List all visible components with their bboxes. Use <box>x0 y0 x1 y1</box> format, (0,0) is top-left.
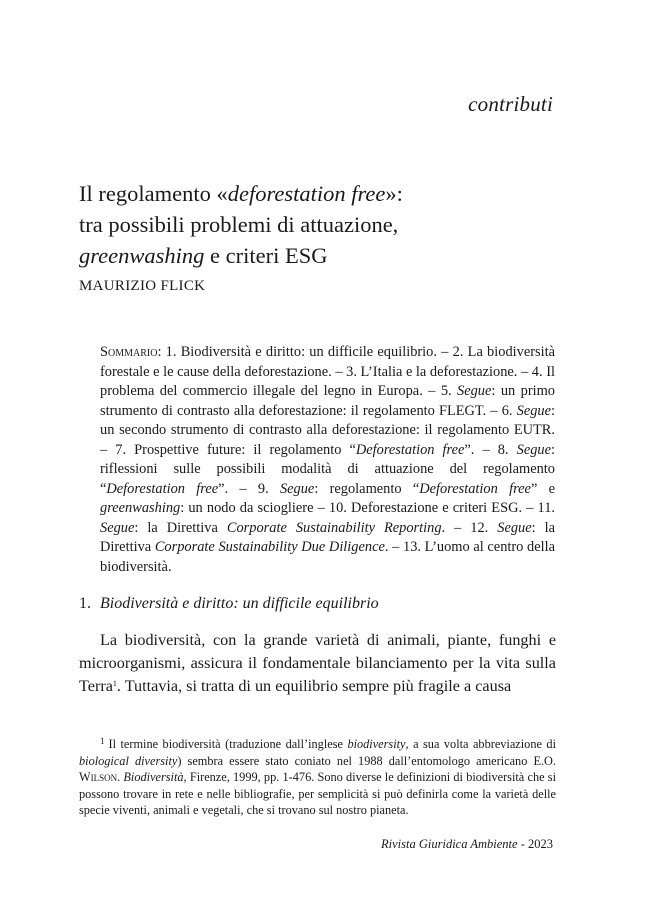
summary-label: Sommario <box>100 344 158 360</box>
title-line-1: Il regolamento «deforestation free»: <box>79 181 403 206</box>
section-title: Biodiversità e diritto: un difficile equilibrio <box>100 595 379 612</box>
body-paragraph: La biodiversità, con la grande varietà di animali, piante, funghi e microorganismi, assicura il fondamentale bilanciamento per la vita sulla Terra$^1$. Tuttavia, si tratta di un equilibrio sempre più fragile a causa <box>79 631 556 695</box>
section-label: contributi <box>468 92 553 116</box>
journal-name: Rivista Giuridica Ambiente <box>381 837 518 851</box>
footnote-reference[interactable]: 1 <box>112 679 117 688</box>
summary-text: Sommario: 1. Biodiversità e diritto: un difficile equilibrio. – 2. La biodiversità forestale e le cause della deforestazione. – 3. L’Italia e la deforestazione. – 4. Il problema del commercio illegale del legno in Europa. – 5. Segue: un primo strumento di contrasto alla deforestazione: il regolamento FLEGT. – 6. Segue: un secondo strumento di contrasto alla deforestazione: il regolamento EUTR. – 7. Prospettive future: il regolamento “Deforestation free”. – 8. Segue: riflessioni sulle possibili modalità di attuazione del regolamento “Deforestation free”. – 9. Segue: regolamento “Deforestation free” e greenwashing: un nodo da sciogliere – 10. Deforestazione e criteri ESG. – 11. Segue: la Direttiva Corporate Sustainability Reporting. – 12. Segue: la Direttiva Corporate Sustainability Due Diligence. – 13. L’uomo al centro della biodiversità. <box>100 344 556 575</box>
footnote: $^1$ Il termine biodiversità (traduzione dall’inglese biodiversity, a sua volta abbreviazione di biological diversity) sembra essere stato coniato nel 1988 dall’entomologo americano E.O. Wilson. Biodiversità, Firenze, 1999, pp. 1-476. Sono diverse le definizioni di biodiversità che si possono trovare in rete e nelle bibliografie, per semplicità si può definirla come la varietà delle specie viventi, animali e vegetali, che si trovano sul nostro pianeta. <box>79 736 556 817</box>
title-line-2: tra possibili problemi di attuazione, <box>79 212 399 237</box>
title-line-3: greenwashing e criteri ESG <box>79 243 328 268</box>
section-heading <box>79 595 379 613</box>
summary-block <box>100 343 555 577</box>
running-footer: Rivista Giuridica Ambiente - 2023 <box>381 837 553 851</box>
journal-year: 2023 <box>528 837 553 851</box>
section-number: 1. <box>79 595 91 612</box>
footnote-marker: 1 <box>100 736 105 746</box>
article-title <box>79 178 579 271</box>
author-name: MAURIZIO FLICK <box>79 278 206 294</box>
